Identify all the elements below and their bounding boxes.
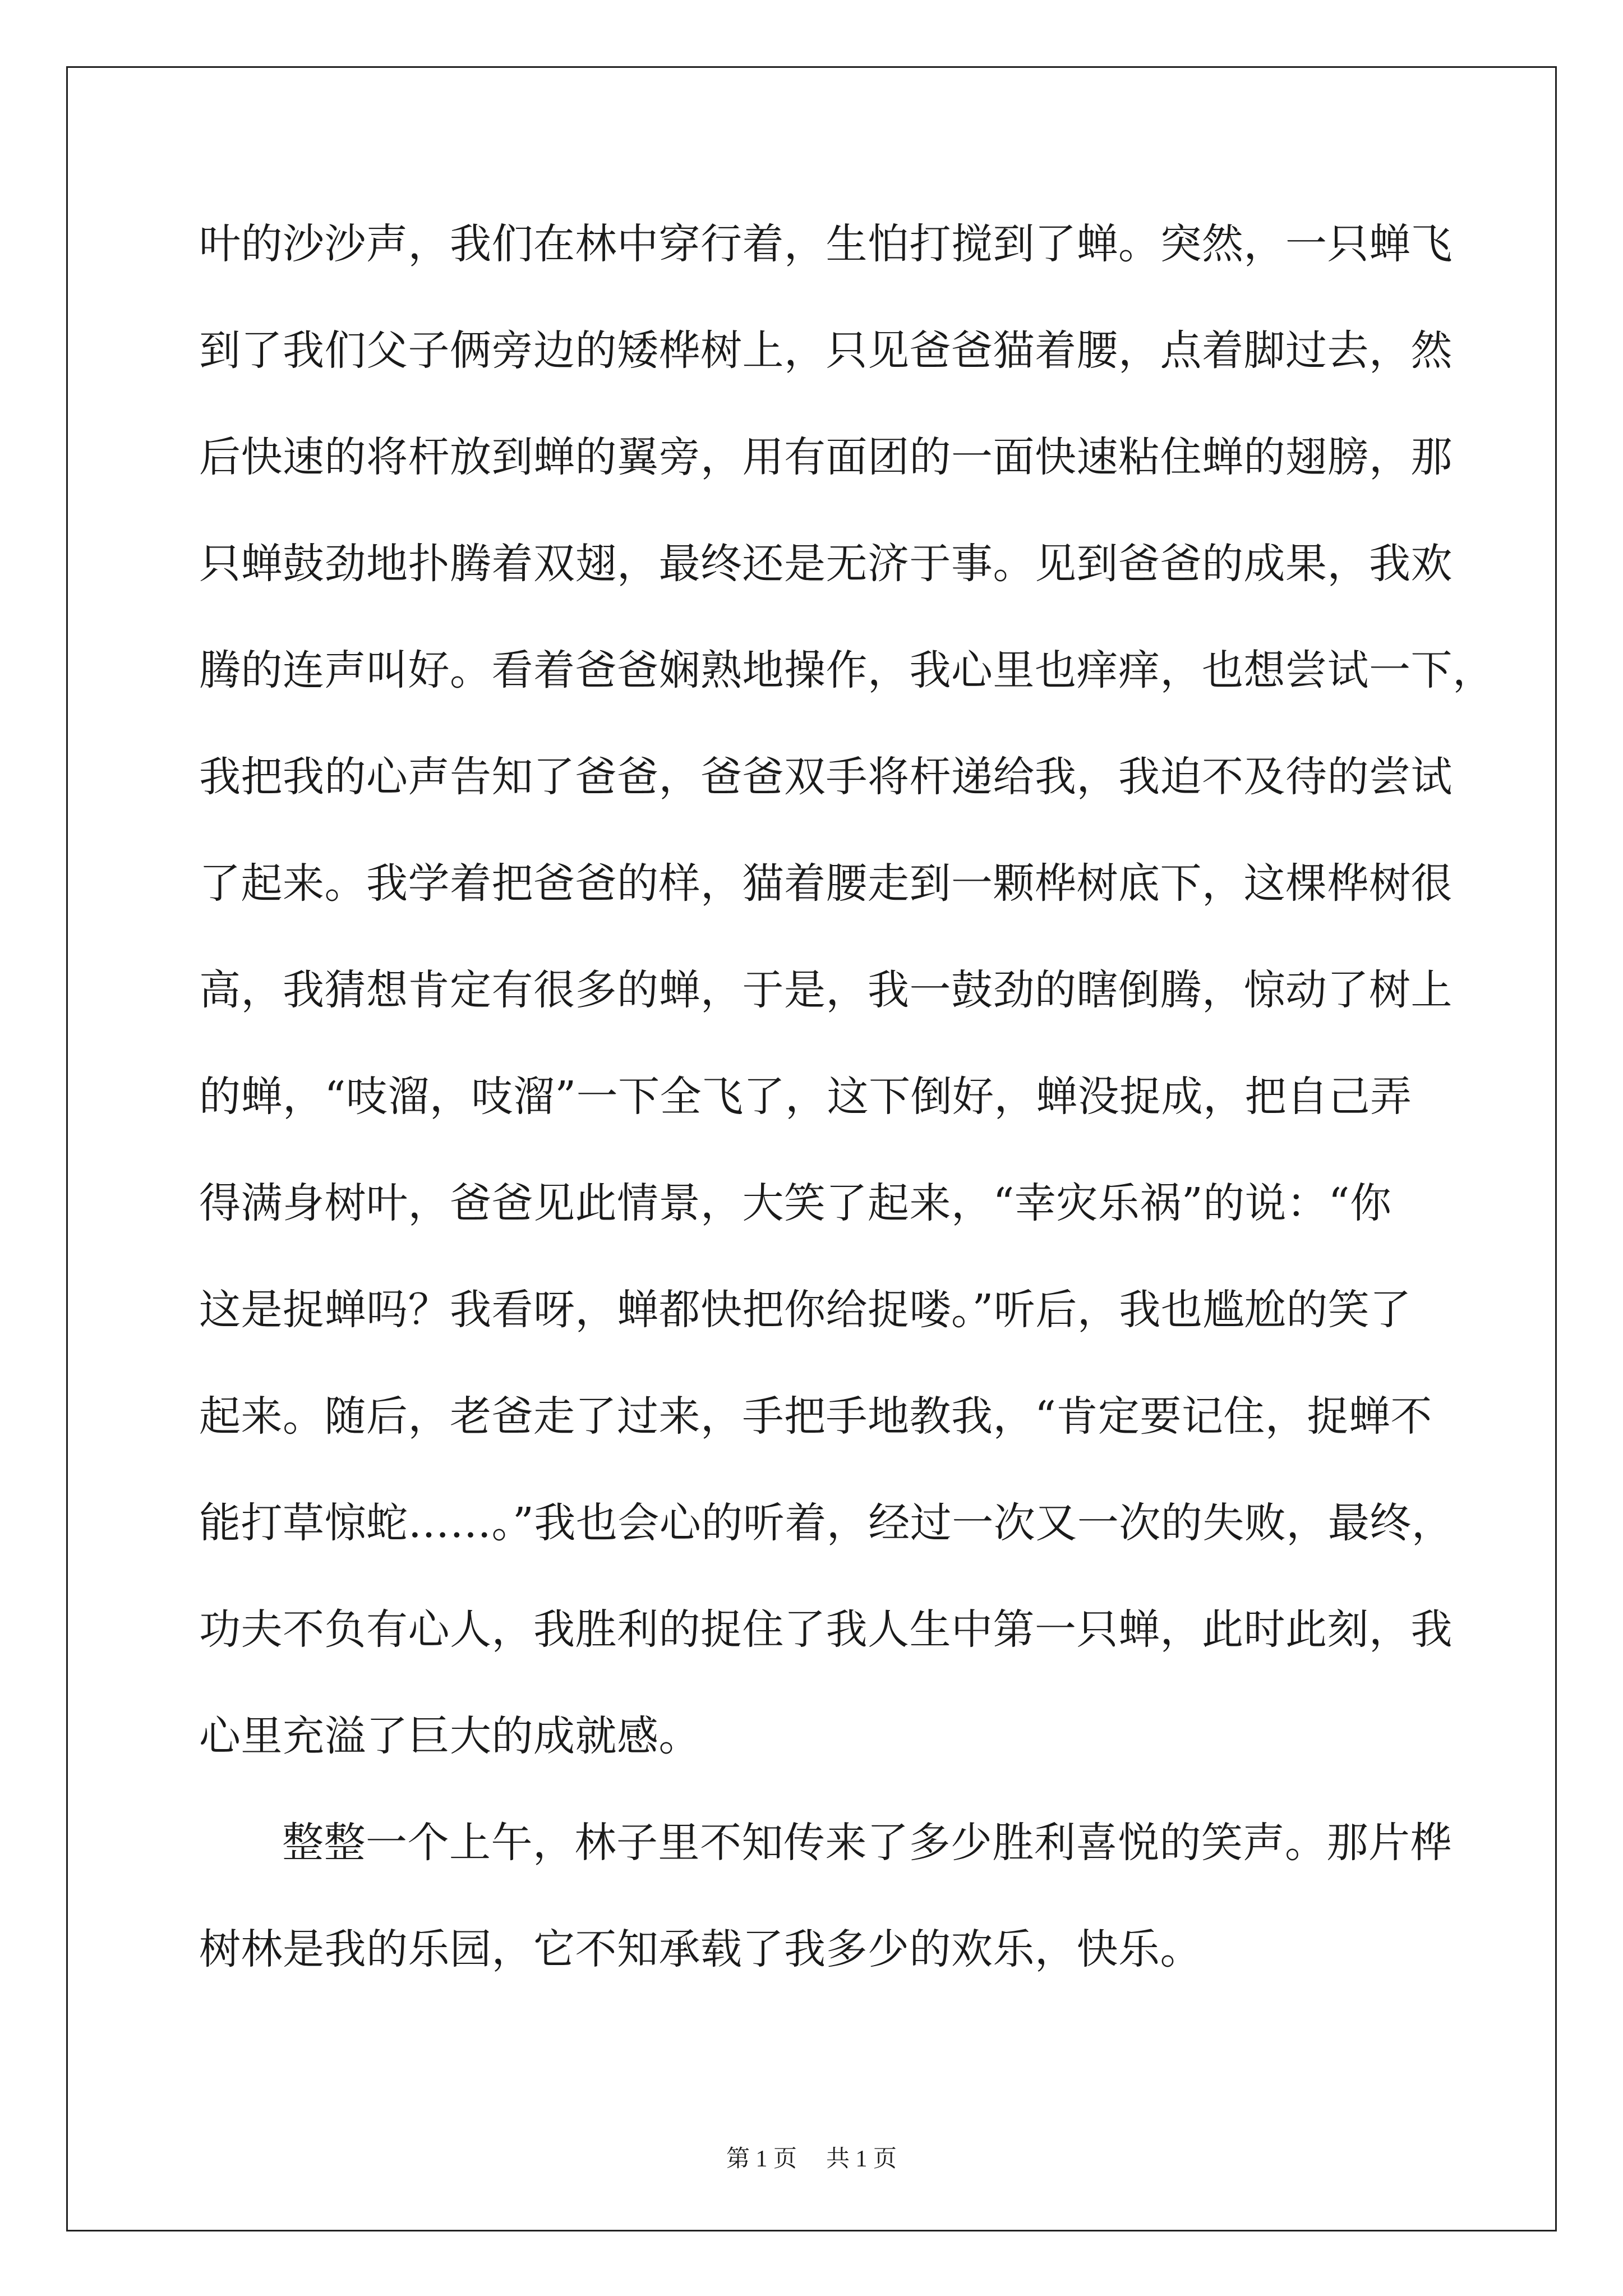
text-line: 后快速的将杆放到蝉的翼旁，用有面团的一面快速粘住蝉的翅膀，那	[199, 433, 1453, 481]
text-line: 起来。随后，老爸走了过来，手把手地教我，“肯定要记住，捉蝉不	[199, 1392, 1432, 1441]
text-line: 到了我们父子俩旁边的矮桦树上，只见爸爸猫着腰，点着脚过去，然	[199, 326, 1453, 375]
text-line: 能打草惊蛇……。”我也会心的听着，经过一次又一次的失败，最终，	[199, 1499, 1454, 1547]
text-line: 我把我的心声告知了爸爸，爸爸双手将杆递给我，我迫不及待的尝试	[199, 753, 1453, 801]
text-line: 这是捉蝉吗？我看呀，蝉都快把你给捉喽。”听后，我也尴尬的笑了	[199, 1286, 1412, 1334]
text-line: 功夫不负有心人，我胜利的捉住了我人生中第一只蝉，此时此刻，我	[199, 1605, 1453, 1654]
text-line: 叶的沙沙声，我们在林中穿行着，生怕打搅到了蝉。突然，一只蝉飞	[199, 220, 1453, 268]
text-line: 心里充溢了巨大的成就感。	[199, 1712, 700, 1760]
paragraph-start-line: 整整一个上午，林子里不知传来了多少胜利喜悦的笑声。那片桦	[282, 1819, 1452, 1867]
text-line: 了起来。我学着把爸爸的样，猫着腰走到一颗桦树底下，这棵桦树很	[199, 859, 1453, 908]
text-line: 树林是我的乐园，它不知承载了我多少的欢乐，快乐。	[199, 1925, 1202, 1973]
page-footer	[0, 2140, 1623, 2174]
text-line: 腾的连声叫好。看着爸爸娴熟地操作，我心里也痒痒，也想尝试一下，	[199, 646, 1495, 694]
text-line: 的蝉，“吱溜，吱溜”一下全飞了，这下倒好，蝉没捉成，把自己弄	[199, 1073, 1412, 1121]
page-total: 共 1 页	[826, 2146, 897, 2172]
page-number: 第 1 页	[726, 2146, 797, 2172]
text-line: 只蝉鼓劲地扑腾着双翅，最终还是无济于事。见到爸爸的成果，我欢	[199, 540, 1453, 588]
text-line: 得满身树叶，爸爸见此情景，大笑了起来，“幸灾乐祸”的说：“你	[199, 1179, 1392, 1227]
body-text	[199, 213, 1495, 2025]
text-line: 高，我猜想肯定有很多的蝉，于是，我一鼓劲的瞎倒腾，惊动了树上	[199, 966, 1453, 1014]
